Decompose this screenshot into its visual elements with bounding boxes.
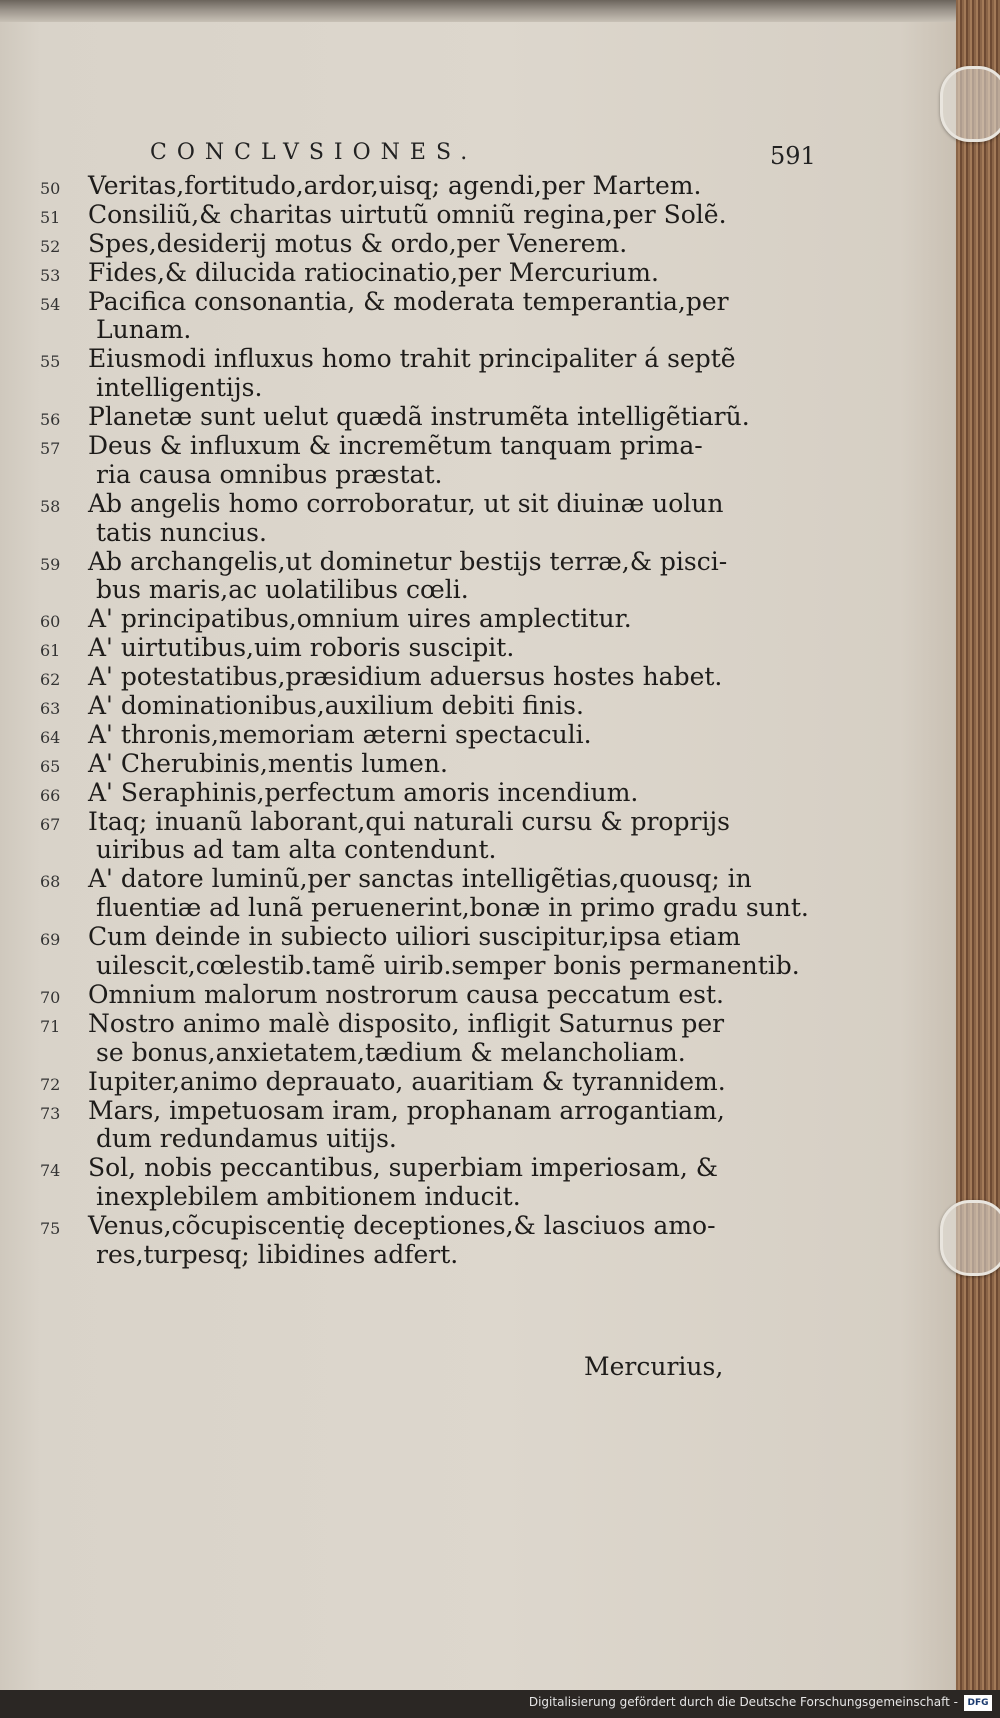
text-line bbox=[40, 893, 809, 923]
line-text: Planetæ sunt uelut quædã instrumẽta intelligẽtiarũ. bbox=[88, 402, 750, 432]
text-line bbox=[40, 1039, 730, 1068]
line-number: 75 bbox=[40, 1219, 61, 1239]
line-text: res,turpesq; libidines adfert. bbox=[96, 1239, 459, 1269]
line-number: 74 bbox=[40, 1161, 61, 1181]
line-text: A' Cherubinis,mentis lumen. bbox=[88, 748, 448, 778]
line-text: A' principatibus,omnium uires amplectitur. bbox=[88, 604, 632, 634]
line-number: 71 bbox=[40, 1016, 61, 1036]
line-number: 72 bbox=[40, 1074, 61, 1094]
line-text: Deus & influxum & incremẽtum tanquam prima- bbox=[88, 431, 703, 461]
line-text: Mars, impetuosam iram, prophanam arrogantiam, bbox=[88, 1095, 725, 1125]
line-text: Cum deinde in subiecto uiliori suscipitur,ipsa etiam bbox=[88, 922, 741, 952]
line-text: Itaq; inuanũ laborant,qui naturali cursu & proprijs bbox=[88, 806, 731, 836]
dfg-logo: DFG bbox=[964, 1695, 992, 1711]
text-line bbox=[40, 201, 730, 230]
line-number: 64 bbox=[40, 727, 61, 747]
text-line bbox=[40, 951, 800, 981]
line-text: Eiusmodi influxus homo trahit principaliter á septẽ bbox=[88, 344, 736, 374]
text-line bbox=[40, 721, 730, 750]
text-line bbox=[40, 1097, 730, 1126]
text-line bbox=[40, 402, 750, 432]
text-line bbox=[40, 316, 730, 345]
text-line bbox=[40, 922, 741, 952]
text-line bbox=[40, 605, 730, 634]
line-text: uiribus ad tam alta contendunt. bbox=[96, 835, 497, 865]
line-number: 51 bbox=[40, 207, 61, 227]
line-number: 68 bbox=[40, 872, 61, 892]
line-text: A' dominationibus,auxilium debiti finis. bbox=[88, 691, 584, 721]
line-text: A' uirtutibus,uim roboris suscipit. bbox=[88, 633, 515, 663]
running-header: CONCLVSIONES. bbox=[150, 140, 478, 165]
line-text: Iupiter,animo deprauato, auaritiam & tyrannidem. bbox=[88, 1066, 726, 1096]
line-number: 61 bbox=[40, 641, 61, 661]
line-text: Sol, nobis peccantibus, superbiam imperiosam, & bbox=[88, 1153, 718, 1183]
text-line bbox=[40, 1068, 730, 1097]
book-page-edges bbox=[956, 0, 1000, 1690]
text-line bbox=[40, 1125, 730, 1154]
line-text: A' Seraphinis,perfectum amoris incendium. bbox=[88, 777, 639, 807]
line-text: A' potestatibus,præsidium aduersus hostes habet. bbox=[88, 662, 723, 692]
line-text: A' datore luminũ,per sanctas intelligẽtias,quousq; in bbox=[88, 864, 752, 894]
line-number: 59 bbox=[40, 554, 61, 574]
page-clip-bottom bbox=[940, 1200, 1000, 1276]
text-line bbox=[40, 519, 730, 548]
text-line bbox=[40, 432, 730, 461]
line-text: bus maris,ac uolatilibus cœli. bbox=[96, 575, 469, 605]
text-line bbox=[40, 490, 730, 519]
text-line bbox=[40, 779, 730, 808]
line-number: 50 bbox=[40, 179, 61, 198]
line-text: Nostro animo malè disposito, infligit Saturnus per bbox=[88, 1008, 725, 1038]
line-number: 69 bbox=[40, 930, 61, 950]
text-line bbox=[40, 288, 730, 317]
line-number: 73 bbox=[40, 1103, 61, 1123]
text-line bbox=[40, 864, 752, 894]
line-text: fluentiæ ad lunã peruenerint,bonæ in primo gradu sunt. bbox=[96, 893, 809, 923]
line-text: Ab angelis homo corroboratur, ut sit diuinæ uolun bbox=[88, 488, 724, 518]
line-text: Fides,& dilucida ratiocinatio,per Mercurium. bbox=[88, 257, 659, 287]
line-text: uilescit,cœlestib.tamẽ uirib.semper bonis permanentib. bbox=[96, 951, 800, 981]
line-number: 55 bbox=[40, 352, 61, 372]
line-number: 65 bbox=[40, 756, 61, 776]
line-number: 67 bbox=[40, 814, 61, 834]
text-line bbox=[40, 548, 730, 577]
line-text: Pacifica consonantia, & moderata temperantia,per bbox=[88, 286, 729, 316]
line-number: 54 bbox=[40, 294, 61, 314]
text-line bbox=[40, 172, 730, 201]
line-number: 53 bbox=[40, 265, 61, 285]
line-text: Ab archangelis,ut dominetur bestijs terræ,& pisci- bbox=[88, 546, 728, 576]
text-line bbox=[40, 1212, 730, 1241]
line-text: Venus,cõcupiscentię deceptiones,& lasciuos amo- bbox=[88, 1211, 716, 1241]
digitization-footer bbox=[0, 1690, 1000, 1718]
text-line bbox=[40, 259, 730, 288]
line-number: 60 bbox=[40, 612, 61, 632]
text-line bbox=[40, 1154, 730, 1183]
line-text: Lunam. bbox=[96, 315, 192, 345]
text-line bbox=[40, 981, 730, 1010]
line-text: dum redundamus uitijs. bbox=[96, 1124, 397, 1154]
text-line bbox=[40, 461, 730, 490]
text-line bbox=[40, 836, 730, 865]
catchword: Mercurius, bbox=[584, 1352, 724, 1381]
line-text: tatis nuncius. bbox=[96, 517, 267, 547]
text-line bbox=[40, 230, 730, 259]
line-text: se bonus,anxietatem,tædium & melancholiam. bbox=[96, 1037, 686, 1067]
text-line bbox=[40, 1241, 730, 1270]
line-text: Consiliũ,& charitas uirtutũ omniũ regina,per Solẽ. bbox=[88, 199, 727, 229]
text-line bbox=[40, 663, 730, 692]
text-line bbox=[40, 1183, 730, 1212]
page-clip-top bbox=[940, 66, 1000, 142]
line-text: intelligentijs. bbox=[96, 373, 263, 403]
line-text: A' thronis,memoriam æterni spectaculi. bbox=[88, 719, 592, 749]
line-number: 57 bbox=[40, 439, 61, 459]
line-number: 62 bbox=[40, 670, 61, 690]
line-text: Veritas,fortitudo,ardor,uisq; agendi,per Martem. bbox=[88, 171, 702, 200]
line-text: ria causa omnibus præstat. bbox=[96, 459, 443, 489]
line-number: 63 bbox=[40, 699, 61, 719]
page-top-edge bbox=[0, 0, 1000, 22]
text-line bbox=[40, 750, 730, 779]
text-line bbox=[40, 1010, 730, 1039]
line-text: Omnium malorum nostrorum causa peccatum est. bbox=[88, 979, 724, 1009]
text-line bbox=[40, 634, 730, 663]
line-number: 66 bbox=[40, 785, 61, 805]
line-number: 58 bbox=[40, 496, 61, 516]
line-text: Spes,desiderij motus & ordo,per Venerem. bbox=[88, 228, 628, 258]
conclusions-text bbox=[40, 171, 809, 1270]
text-line bbox=[40, 344, 736, 374]
page-number: 591 bbox=[770, 142, 816, 170]
line-number: 56 bbox=[40, 410, 61, 430]
line-number: 70 bbox=[40, 987, 61, 1007]
line-number: 52 bbox=[40, 236, 61, 256]
line-text: inexplebilem ambitionem inducit. bbox=[96, 1182, 521, 1212]
text-line bbox=[40, 576, 730, 605]
text-line bbox=[40, 374, 730, 403]
footer-credit: Digitalisierung gefördert durch die Deutsche Forschungsgemeinschaft - bbox=[528, 1695, 958, 1709]
text-line bbox=[40, 808, 730, 837]
text-line bbox=[40, 692, 730, 721]
